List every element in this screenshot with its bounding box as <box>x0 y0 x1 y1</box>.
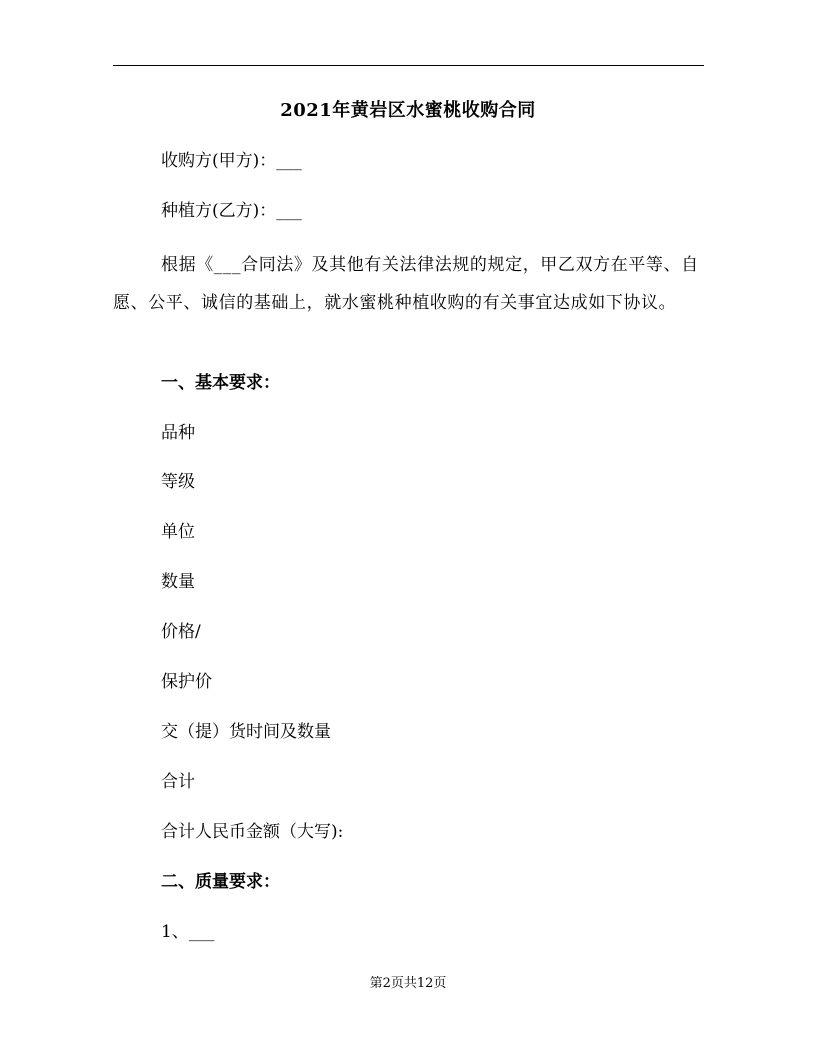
list-item-delivery-time: 交（提）货时间及数量 <box>161 722 331 742</box>
list-item-total: 合计 <box>161 772 195 792</box>
page-footer: 第2页共12页 <box>369 976 447 991</box>
section1-heading: 一、基本要求： <box>161 373 280 393</box>
list-item-protected-price: 保护价 <box>161 672 212 692</box>
intro-paragraph <box>113 246 707 322</box>
buyer-line: 收购方(甲方)：___ <box>161 151 302 171</box>
list-item-price: 价格/ <box>161 622 201 642</box>
list-item-grade: 等级 <box>161 472 195 492</box>
grower-line: 种植方(乙方)：___ <box>161 201 302 221</box>
intro-paragraph-text: 根据《___合同法》及其他有关法律法规的规定，甲乙双方在平等、自愿、公平、诚信的基础上，就水蜜桃种植收购的有关事宜达成如下协议。 <box>113 255 699 313</box>
list-item-variety: 品种 <box>161 423 195 443</box>
list-item-unit: 单位 <box>161 522 195 542</box>
section2-heading: 二、质量要求： <box>161 872 280 892</box>
section2-item-1: 1、___ <box>161 922 215 942</box>
list-item-quantity: 数量 <box>161 572 195 592</box>
list-item-total-rmb: 合计人民币金额（大写): <box>161 822 344 842</box>
header-rule <box>113 65 704 66</box>
document-title: 2021年黄岩区水蜜桃收购合同 <box>280 100 536 121</box>
